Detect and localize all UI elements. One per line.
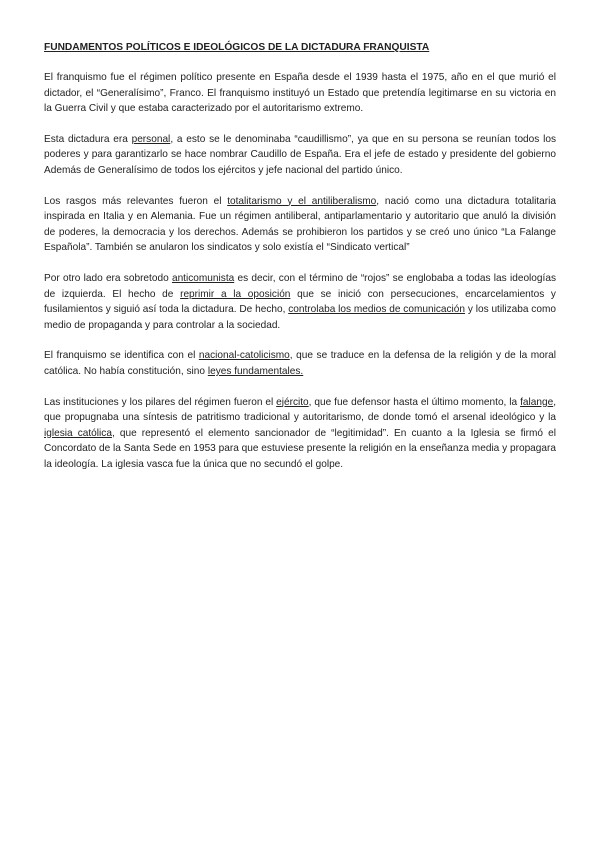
text-run: , que fue defensor hasta el último momento, la (308, 396, 521, 408)
document-body (44, 41, 556, 487)
text-run: , a esto se le denominaba “caudillismo”, ya que en su persona se reunían todos los poderes y para garantizarlo se hace nombrar Caudillo de España. Era el jefe de estado y presidente del gobierno Además de Generalísimo de todos los ejércitos y jefe nacional del partido único. (44, 133, 556, 176)
text-run: y los utilizaba como medio de propaganda y para controlar a la sociedad. (44, 304, 556, 331)
text-run: que se inició con persecuciones, encarcelamientos y fusilamientos y siguió así toda la dictadura. De hecho, (44, 288, 556, 316)
underlined-term: nacional-catolicismo (198, 350, 290, 362)
underlined-term: reprimir a la oposición (180, 288, 291, 300)
document-title: FUNDAMENTOS POLÍTICOS E IDEOLÓGICOS DE LA DICTADURA FRANQUISTA (44, 42, 430, 53)
paragraph-instituciones (44, 395, 556, 473)
text-run: Esta dictadura era (44, 133, 132, 145)
underlined-term: ejército (276, 396, 309, 408)
text-run: El franquismo se identifica con el (44, 350, 199, 362)
text-run: Por otro lado era sobretodo (44, 272, 172, 284)
text-run: Los rasgos más relevantes fueron el (44, 195, 228, 207)
paragraph-totalitarismo (44, 194, 556, 256)
paragraph-anticomunismo (44, 271, 556, 333)
text-run: Las instituciones y los pilares del régimen fueron el (44, 396, 277, 408)
underlined-term: totalitarismo y el antiliberalismo (227, 195, 377, 207)
paragraph-personalismo (44, 132, 556, 179)
paragraph-intro (44, 70, 556, 117)
paragraph-nacional-catolicismo (44, 348, 556, 379)
text-run: , nació como una dictadura totalitaria inspirada en Italia y en Alemania. Fue un régimen antiliberal, antiparlamentario y autoritario que anuló la división de poderes, la democracia y los derechos. Además se prohibieron los partidos y se creó uno único “La Falange Española”. También se anularon los sindicatos y solo existía el “Sindicato vertical” (44, 195, 556, 254)
text-run: , que se traduce en la defensa de la religión y de la moral católica. No había constitución, sino (44, 350, 556, 377)
underlined-term: iglesia católica (44, 427, 112, 439)
text-run: El franquismo fue el régimen político presente en España desde el 1939 hasta el 1975, año en el que murió el dictador, el “Generalísimo”, Franco. El franquismo instituyó un Estado que pretendía legitimarse en su victoria en la Guerra Civil y que estaba caracterizado por el autoritarismo extremo. (44, 72, 556, 115)
underlined-term: falange (520, 396, 554, 408)
underlined-term: personal (131, 133, 171, 145)
text-run: es decir, con el término de “rojos” se englobaba a todas las ideologías de izquierda. El hecho de (44, 272, 556, 300)
text-run: , que representó el elemento sancionador de “legitimidad”. En cuanto a la Iglesia se firmó el Concordato de la Santa Sede en 1953 para que estuviese presente la religión en la enseñanza media y propagara la ideología. La iglesia vasca fue la única que no secundó el golpe. (44, 427, 556, 470)
text-run: , que propugnaba una síntesis de patritismo tradicional y autoritarismo, de donde tomó el arsenal ideológico y la (44, 396, 556, 424)
underlined-term: leyes fundamentales. (207, 365, 304, 377)
underlined-term: controlaba los medios de comunicación (288, 304, 466, 316)
underlined-term: anticomunista (171, 272, 235, 284)
